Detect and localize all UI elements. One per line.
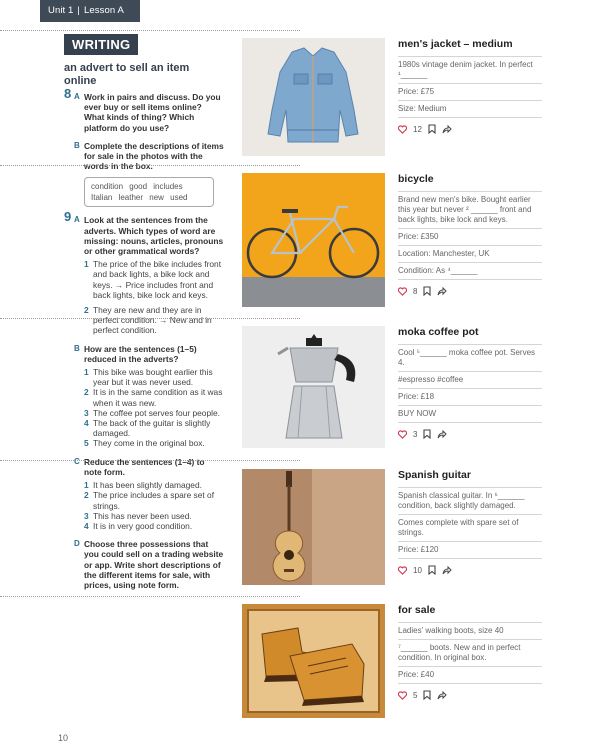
advert-title: Spanish guitar (398, 469, 471, 481)
bicycle-photo (242, 173, 385, 307)
list-item: 4 The back of the guitar is slightly damaged. (84, 418, 211, 439)
advert-line: Price: £120 (398, 542, 542, 559)
divider (0, 30, 300, 31)
advert-body (398, 469, 542, 575)
bookmark-icon[interactable] (423, 286, 431, 296)
advert-body (398, 604, 542, 700)
exercise-instruction: Work in pairs and discuss. Do you ever buy or sell items online? What kinds of thing? Which platform do you use? (84, 92, 221, 133)
advert-line: 1980s vintage denim jacket. In perfect ¹______ (398, 56, 542, 84)
advert-line: Ladies' walking boots, size 40 (398, 622, 542, 640)
divider (0, 165, 300, 166)
list-item: 1 The price of the bike includes front and back lights, a bike lock and keys. → Price includes front and back lights, bike lock and keys. (84, 259, 222, 300)
guitar-photo (242, 469, 385, 585)
exercise-letter: B (74, 140, 80, 150)
advert-actions (398, 565, 542, 575)
advert-line: Size: Medium (398, 101, 542, 118)
heart-icon[interactable] (398, 430, 407, 439)
list-item: 5 They come in the original box. (84, 438, 205, 449)
share-icon[interactable] (437, 691, 447, 700)
list-item: 4 It is in very good condition. (84, 520, 193, 531)
exercise-letter: C (74, 456, 80, 466)
like-count: 10 (413, 565, 422, 575)
advert-title: bicycle (398, 173, 434, 185)
advert-line: #espresso #coffee (398, 372, 542, 389)
sentence-list (84, 367, 224, 449)
exercise-letter: A (74, 92, 80, 101)
list-item: 3 This has never been used. (84, 510, 192, 521)
advert-line: Brand new men's bike. Bought earlier this year but never ² ______ front and back lights, bike lock and keys. (398, 191, 542, 229)
share-icon[interactable] (442, 125, 452, 134)
heart-icon[interactable] (398, 691, 407, 700)
exercise-column (64, 86, 224, 590)
page-number: 10 (58, 733, 69, 743)
exercise-8b (64, 141, 224, 172)
exercise-instruction: Complete the descriptions of items for sale in the photos with the words in the box. (84, 140, 224, 172)
heart-icon[interactable] (398, 566, 407, 575)
advert-body (398, 173, 542, 296)
divider (0, 460, 300, 461)
unit-label: Unit 1 (48, 5, 74, 16)
divider (0, 596, 300, 597)
sentence-list (84, 480, 224, 531)
exercise-9d (64, 539, 224, 590)
advert-actions (398, 286, 542, 296)
like-count: 12 (413, 124, 422, 134)
advert-line: Comes complete with spare set of strings. (398, 515, 542, 542)
exercise-instruction: Choose three possessions that you could sell on a trading website or app. Write short descriptions of the different items for sale, with prices, using note form. (84, 539, 224, 590)
bookmark-icon[interactable] (423, 429, 431, 439)
advert-card-boots[interactable] (242, 604, 542, 720)
advert-line: Cool ⁵______ moka coffee pot. Serves 4. (398, 344, 542, 372)
section-badge: WRITING (64, 34, 138, 55)
advert-card-moka-pot[interactable] (242, 326, 542, 450)
heart-icon[interactable] (398, 287, 407, 296)
exercise-letter: B (74, 343, 80, 353)
sentence-list (84, 259, 224, 335)
advert-line: Price: £75 (398, 84, 542, 101)
advert-line: ⁷______ boots. New and in perfect condition. In original box. (398, 640, 542, 667)
advert-line: Price: £40 (398, 667, 542, 684)
buy-now-link[interactable]: BUY NOW (398, 406, 542, 423)
advert-line: Location: Manchester, UK (398, 246, 542, 263)
advert-line: Price: £350 (398, 229, 542, 246)
heart-icon[interactable] (398, 125, 407, 134)
advert-body (398, 38, 542, 134)
unit-lesson-tab (40, 0, 140, 22)
advert-title: men's jacket – medium (398, 38, 513, 50)
exercise-9b (64, 344, 224, 364)
exercise-instruction: Look at the sentences from the adverts. Which types of word are missing: nouns, articles, pronouns or other grammatical words? (84, 215, 224, 257)
boots-photo (242, 604, 385, 718)
bookmark-icon[interactable] (428, 565, 436, 575)
advert-line: Condition: As ⁴______ (398, 263, 542, 280)
lesson-label: Lesson A (84, 5, 124, 16)
exercise-8a (64, 86, 224, 133)
exercise-letter: A (74, 215, 80, 225)
list-item: 1 It has been slightly damaged. (84, 480, 202, 491)
exercise-9a (64, 209, 224, 257)
advert-actions (398, 124, 542, 134)
bookmark-icon[interactable] (423, 690, 431, 700)
advert-line: Spanish classical guitar. In ⁶______ condition, back slightly damaged. (398, 487, 542, 515)
share-icon[interactable] (437, 287, 447, 296)
moka-pot-photo (242, 326, 385, 448)
like-count: 3 (413, 429, 418, 439)
section-subtitle: an advert to sell an item online (64, 62, 190, 87)
advert-title: for sale (398, 604, 436, 616)
exercise-number: 8 (64, 86, 72, 101)
like-count: 8 (413, 286, 418, 296)
jacket-photo (242, 38, 385, 156)
advert-card-bicycle[interactable] (242, 173, 542, 309)
bookmark-icon[interactable] (428, 124, 436, 134)
list-item: 2 They are new and they are in perfect condition. → New and in perfect condition. (84, 305, 212, 336)
advert-card-jacket[interactable] (242, 38, 542, 158)
advert-line: Price: £18 (398, 389, 542, 406)
word-box: condition good includes Italian leather new used (84, 177, 214, 207)
exercise-number: 9 (64, 209, 72, 225)
advert-title: moka coffee pot (398, 326, 479, 338)
advert-actions (398, 429, 542, 439)
advert-actions (398, 690, 542, 700)
exercise-instruction: Reduce the sentences (1–4) to note form. (84, 456, 205, 477)
list-item: 1 This bike was bought earlier this year but it was never used. (84, 367, 213, 388)
exercise-instruction: How are the sentences (1–5) reduced in the adverts? (84, 343, 197, 364)
advert-card-guitar[interactable] (242, 469, 542, 587)
divider (0, 318, 300, 319)
list-item: 2 It is in the same condition as it was when it was new. (84, 387, 223, 408)
list-item: 2 The price includes a spare set of strings. (84, 490, 215, 511)
exercise-letter: D (74, 539, 80, 549)
header-separator: | (77, 5, 80, 16)
advert-body (398, 326, 542, 439)
share-icon[interactable] (437, 430, 447, 439)
list-item: 3 The coffee pot serves four people. (84, 407, 220, 418)
share-icon[interactable] (442, 566, 452, 575)
like-count: 5 (413, 690, 418, 700)
